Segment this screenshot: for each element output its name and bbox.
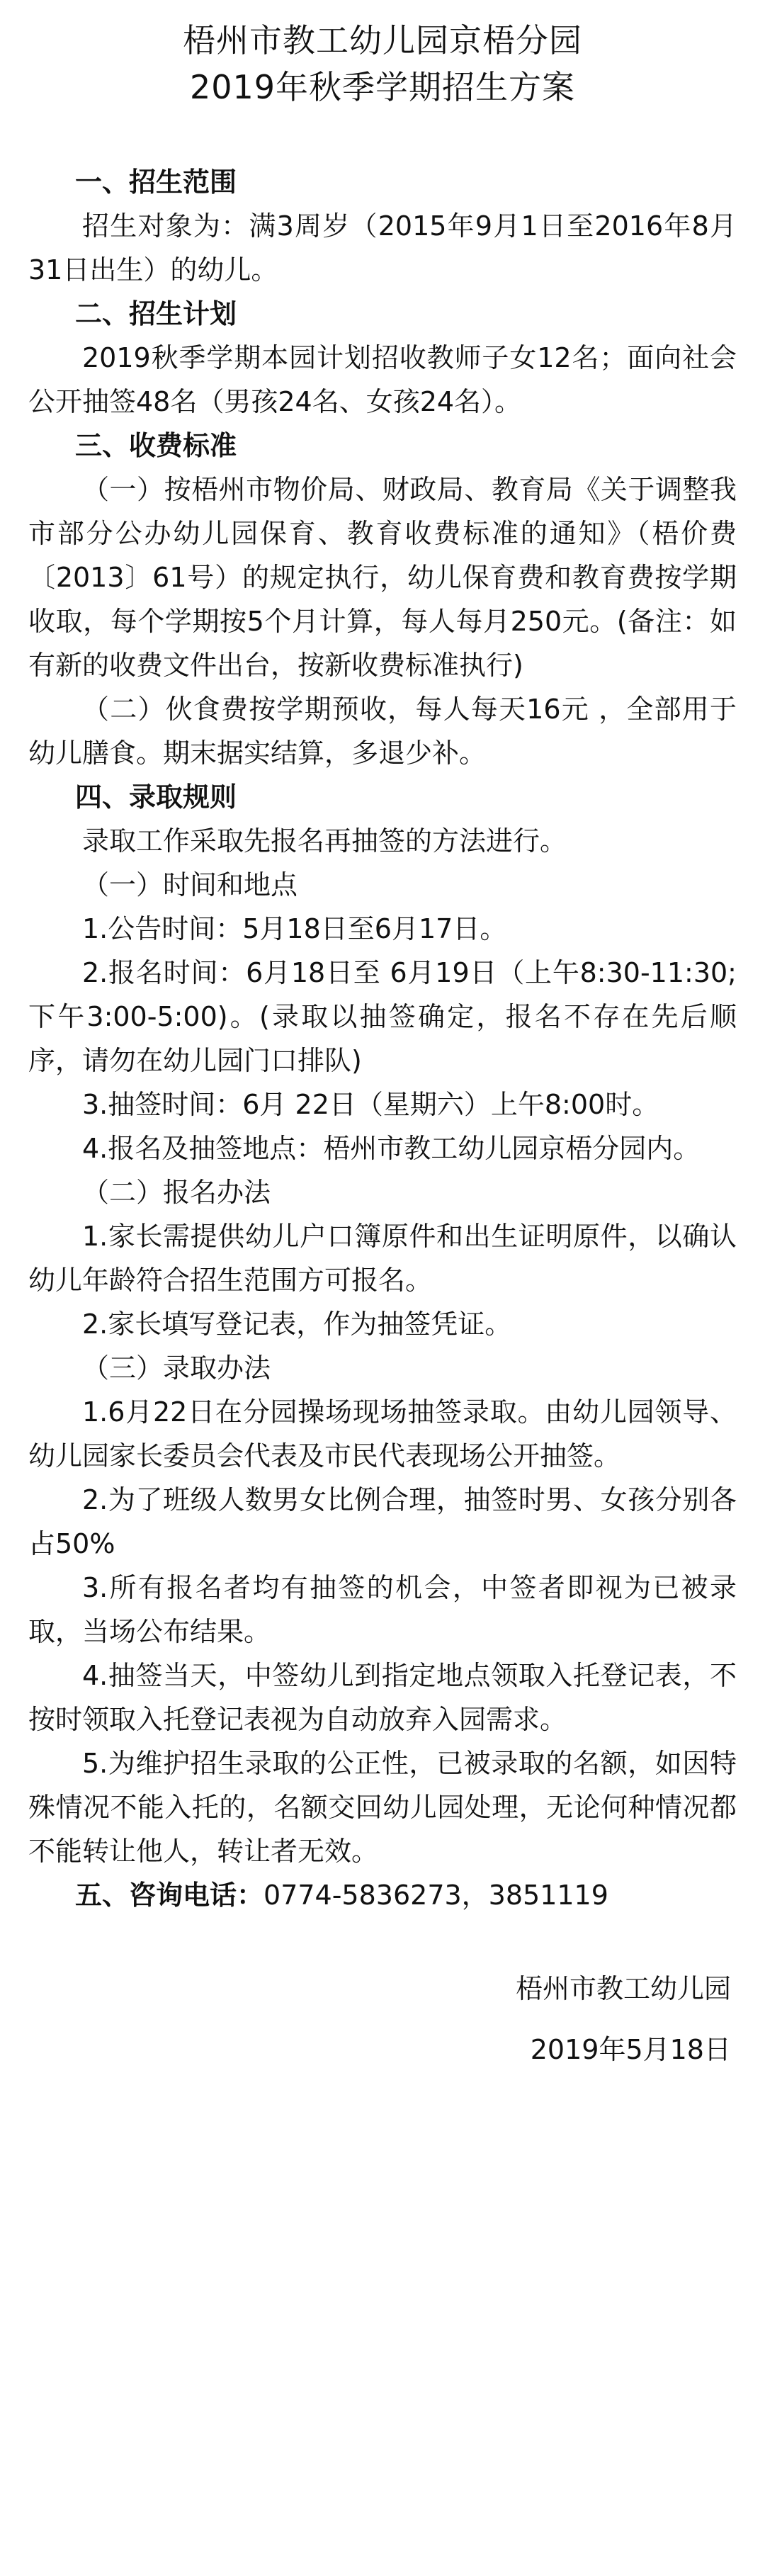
section-4-item-3-5: 5.为维护招生录取的公正性，已被录取的名额，如因特殊情况不能入托的，名额交回幼儿园处理，无论何种情况都不能转让他人，转让者无效。 bbox=[28, 1748, 737, 1867]
section-4-item-1-4: 4.报名及抽签地点：梧州市教工幼儿园京梧分园内。 bbox=[82, 1133, 701, 1164]
consult-phone: 0774-5836273，3851119 bbox=[264, 1880, 608, 1911]
section-heading-4: 四、录取规则 bbox=[75, 781, 237, 813]
section-heading-3: 三、收费标准 bbox=[75, 430, 237, 461]
title-line-1: 梧州市教工幼儿园京梧分园 bbox=[183, 21, 582, 60]
section-4-item-3-4: 4.抽签当天，中签幼儿到指定地点领取入托登记表，不按时领取入托登记表视为自动放弃入园需求。 bbox=[28, 1660, 737, 1735]
section-1-paragraph: 招生对象为：满3周岁（2015年9月1日至2016年8月31日出生）的幼儿。 bbox=[28, 210, 737, 286]
section-heading-1: 一、招生范围 bbox=[75, 166, 237, 198]
section-4-subheading-1: （一）时间和地点 bbox=[82, 869, 298, 900]
section-4-item-1-2: 2.报名时间：6月18日至 6月19日（上午8:30-11:30;下午3:00-5:00)。(录取以抽签确定，报名不存在先后顺序，请勿在幼儿园门口排队) bbox=[28, 957, 737, 1076]
section-heading-5 bbox=[28, 1873, 737, 1917]
section-4-item-2-1: 1.家长需提供幼儿户口簿原件和出生证明原件，以确认幼儿年龄符合招生范围方可报名。 bbox=[28, 1221, 737, 1296]
section-4-item-3-2: 2.为了班级人数男女比例合理，抽签时男、女孩分别各占50% bbox=[28, 1484, 737, 1559]
signature-date: 2019年5月18日 bbox=[530, 2034, 731, 2065]
title-line-2: 2019年秋季学期招生方案 bbox=[189, 68, 576, 106]
section-4-intro: 录取工作采取先报名再抽签的方法进行。 bbox=[82, 825, 567, 857]
document-body bbox=[28, 160, 737, 1917]
section-4-item-3-3: 3.所有报名者均有抽签的机会，中签者即视为已被录取，当场公布结果。 bbox=[28, 1572, 737, 1647]
section-3-paragraph-2: （二）伙食费按学期预收，每人每天16元 ，全部用于幼儿膳食。期末据实结算，多退少补。 bbox=[28, 694, 737, 769]
section-2-paragraph: 2019秋季学期本园计划招收教师子女12名；面向社会公开抽签48名（男孩24名、女孩24名）。 bbox=[28, 342, 737, 417]
consult-label: 五、咨询电话： bbox=[75, 1880, 264, 1911]
section-heading-2: 二、招生计划 bbox=[75, 298, 237, 329]
section-4-subheading-2: （二）报名办法 bbox=[82, 1177, 271, 1208]
section-4-subheading-3: （三）录取办法 bbox=[82, 1352, 271, 1384]
section-4-item-1-1: 1.公告时间：5月18日至6月17日。 bbox=[82, 913, 507, 944]
document-title bbox=[28, 17, 737, 111]
section-3-paragraph-1: （一）按梧州市物价局、财政局、教育局《关于调整我市部分公办幼儿园保育、教育收费标准的通知》（梧价费〔2013〕61号）的规定执行，幼儿保育费和教育费按学期收取，每个学期按5个月计算，每人每月250元。(备注：如有新的收费文件出台，按新收费标准执行) bbox=[28, 474, 737, 681]
section-4-item-3-1: 1.6月22日在分园操场现场抽签录取。由幼儿园领导、幼儿园家长委员会代表及市民代表现场公开抽签。 bbox=[28, 1396, 737, 1471]
section-4-item-1-3: 3.抽签时间：6月 22日（星期六）上午8:00时。 bbox=[82, 1089, 659, 1120]
signature-block bbox=[28, 1967, 737, 2072]
section-4-item-2-2: 2.家长填写登记表，作为抽签凭证。 bbox=[82, 1309, 512, 1340]
signature-org: 梧州市教工幼儿园 bbox=[515, 1973, 731, 2004]
